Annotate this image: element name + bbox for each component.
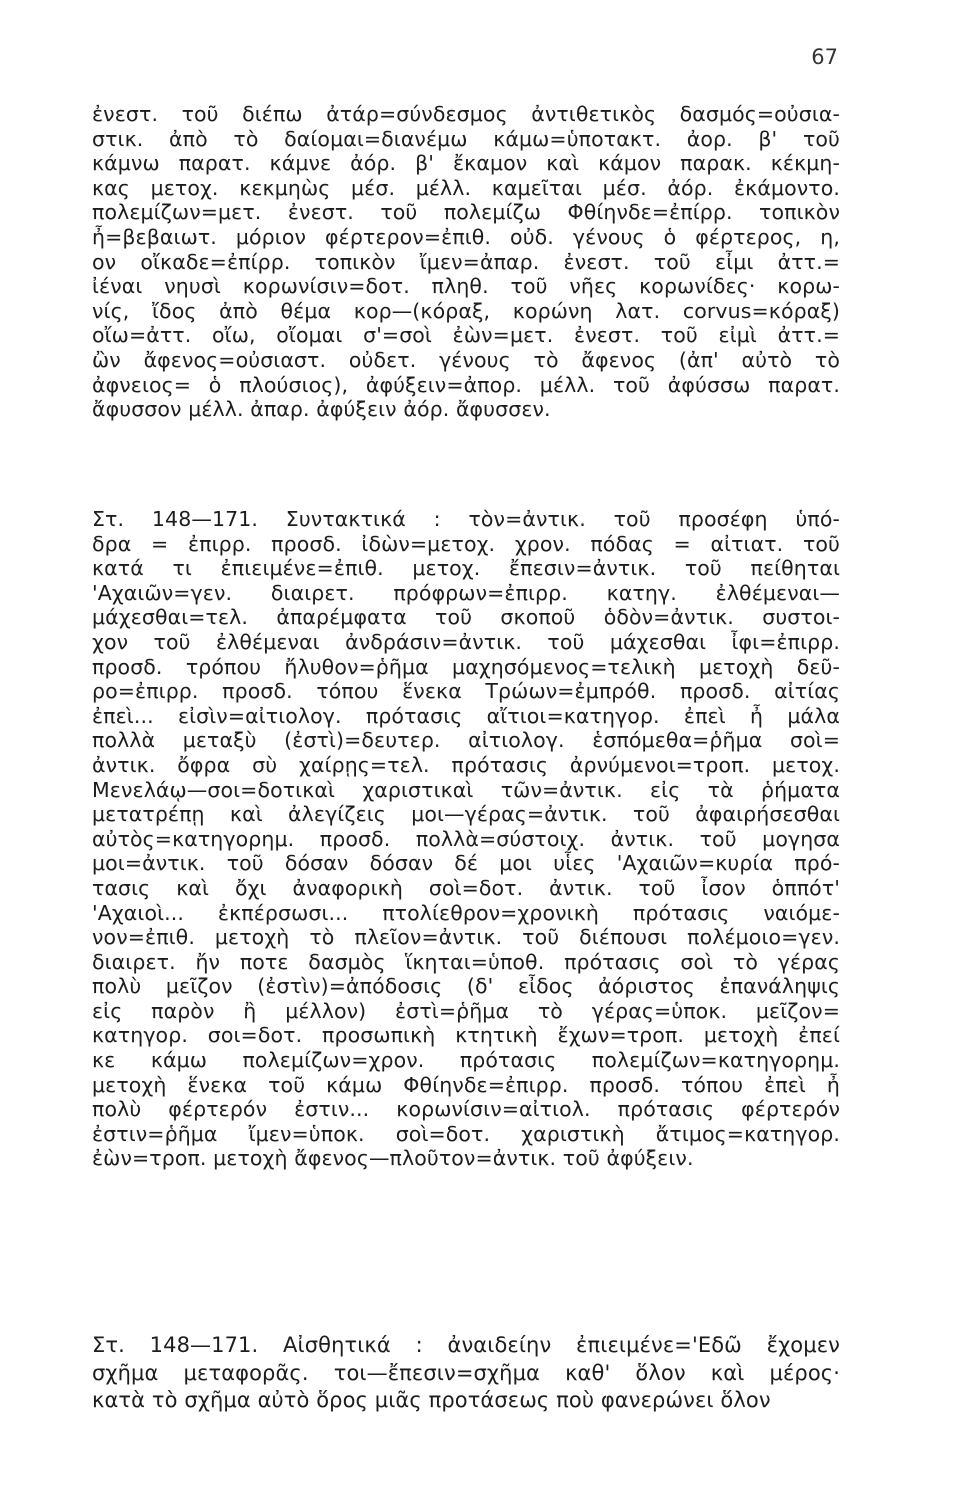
paragraph-syntax — [92, 507, 840, 1171]
text-line: ἐπεὶ... εἰσὶν=αἰτιολογ. πρότασις αἴτιοι=κατηγορ. ἐπεὶ ἦ μάλα — [92, 703, 840, 728]
text-line: ἐὼν=τροπ. μετοχὴ ἄφενος—πλοῦτον=ἀντικ. τοῦ ἀφύξειν. — [92, 1146, 694, 1171]
text-line: μάχεσθαι=τελ. ἀπαρέμφατα τοῦ σκοποῦ ὁδὸν=ἀντικ. συστοι- — [92, 605, 840, 630]
text-line: ἐνεστ. τοῦ διέπω ἀτάρ=σύνδεσμος ἀντιθετικὸς δασμός=οὐσια- — [92, 102, 840, 126]
text-line: Στ. 148—171. Αἰσθητικά : ἀναιδείην ἐπιειμένε='Εδῶ ἔχομεν — [92, 1333, 840, 1357]
text-line: νίς, ἴδος ἀπὸ θέμα κορ—(κόραξ, κορώνη λατ. corvus=κόραξ) — [92, 298, 840, 323]
text-line: εἰς παρὸν ἢ μέλλον) ἐστὶ=ῥῆμα τὸ γέρας=ὑποκ. μεῖζον= — [92, 998, 840, 1023]
text-line: ἦ=βεβαιωτ. μόριον φέρτερον=ἐπιθ. οὐδ. γένους ὁ φέρτερος, η, — [92, 224, 840, 249]
text-line: ἰέναι νηυσὶ κορωνίσιν=δοτ. πληθ. τοῦ νῆες κορωνίδες· κορω- — [92, 274, 840, 299]
text-line: τασις καὶ ὄχι ἀναφορικὴ σοὶ=δοτ. ἀντικ. τοῦ ἶσον ὁππότ' — [92, 875, 840, 900]
text-line: Στ. 148—171. Συντακτικά : τὸν=ἀντικ. τοῦ προσέφη ὑπό- — [92, 507, 840, 531]
text-line: Μενελάῳ—σοι=δοτικαὶ χαριστικαὶ τῶν=ἀντικ. εἰς τὰ ῥήματα — [92, 777, 840, 802]
paragraph-vocabulary — [92, 102, 840, 422]
text-line: κατὰ τὸ σχῆμα αὐτὸ ὅρος μιᾶς προτάσεως ποὺ φανερώνει ὅλον — [92, 1388, 771, 1412]
text-line: στικ. ἀπὸ τὸ δαίομαι=διανέμω κάμω=ὑποτακτ. ἀορ. β' τοῦ — [92, 126, 840, 151]
text-line: ον οἴκαδε=ἐπίρρ. τοπικὸν ἴμεν=ἀπαρ. ἐνεστ. τοῦ εἶμι ἀττ.= — [92, 249, 840, 274]
text-line: μετατρέπῃ καὶ ἀλεγίζεις μοι—γέρας=ἀντικ. τοῦ ἀφαιρήσεσθαι — [92, 802, 840, 827]
text-line: πολλὰ μεταξὺ (ἐστὶ)=δευτερ. αἰτιολογ. ἑσπόμεθα=ῥῆμα σοὶ= — [92, 728, 840, 753]
text-line: 'Αχαιοὶ... ἐκπέρσωσι... πτολίεθρον=χρονικὴ πρότασις ναιόμε- — [92, 900, 840, 925]
text-line: ἀφνειος= ὁ πλούσιος), ἀφύξειν=ἀπορ. μέλλ. τοῦ ἀφύσσω παρατ. — [92, 372, 840, 397]
page-number: 67 — [811, 45, 838, 69]
text-line: νον=ἐπιθ. μετοχὴ τὸ πλεῖον=ἀντικ. τοῦ διέπουσι πολέμοιο=γεν. — [92, 925, 840, 950]
text-line: δρα = ἐπιρρ. προσδ. ἰδὼν=μετοχ. χρον. πόδας = αἰτιατ. τοῦ — [92, 531, 840, 556]
text-line: οἴω=ἀττ. οἴω, οἴομαι σ'=σοὶ ἐὼν=μετ. ἐνεστ. τοῦ εἰμὶ ἀττ.= — [92, 323, 840, 348]
text-line: προσδ. τρόπου ἤλυθον=ῥῆμα μαχησόμενος=τελικὴ μετοχὴ δεῦ- — [92, 654, 840, 679]
text-line: ρο=ἐπιρρ. προσδ. τόπου ἕνεκα Τρώων=ἐμπρόθ. προσδ. αἰτίας — [92, 679, 840, 704]
text-line: ἀντικ. ὄφρα σὺ χαίρῃς=τελ. πρότασις ἀρνύμενοι=τροπ. μετοχ. — [92, 752, 840, 777]
text-line: κε κάμω πολεμίζων=χρον. πρότασις πολεμίζων=κατηγορημ. — [92, 1048, 840, 1073]
text-line: κατά τι ἐπιειμένε=ἐπιθ. μετοχ. ἔπεσιν=ἀντικ. τοῦ πείθηται — [92, 556, 840, 581]
text-line: χον τοῦ ἐλθέμεναι ἀνδράσιν=ἀντικ. τοῦ μάχεσθαι ἶφι=ἐπιρρ. — [92, 629, 840, 654]
text-line: πολὺ μεῖζον (ἐστὶν)=ἀπόδοσις (δ' εἶδος ἀόριστος ἐπανάληψις — [92, 974, 840, 999]
text-line: ὢν ἄφενος=οὐσιαστ. οὐδετ. γένους τὸ ἄφενος (ἀπ' αὐτὸ τὸ — [92, 347, 840, 372]
text-line: κατηγορ. σοι=δοτ. προσωπικὴ κτητικὴ ἔχων=τροπ. μετοχὴ ἐπεί — [92, 1023, 840, 1048]
text-line: σχῆμα μεταφορᾶς. τοι—ἔπεσιν=σχῆμα καθ' ὅλον καὶ μέρος· — [92, 1360, 840, 1385]
text-line: μοι=ἀντικ. τοῦ δόσαν δόσαν δέ μοι υἷες 'Αχαιῶν=κυρία πρό- — [92, 851, 840, 876]
text-line: πολεμίζων=μετ. ἐνεστ. τοῦ πολεμίζω Φθίηνδε=ἐπίρρ. τοπικὸν — [92, 200, 840, 225]
text-line: ἄφυσσον μέλλ. ἀπαρ. ἀφύξειν ἀόρ. ἄφυσσεν. — [92, 397, 551, 422]
text-line: αὐτὸς=κατηγορημ. προσδ. πολλὰ=σύστοιχ. ἀντικ. τοῦ μογησα — [92, 826, 840, 851]
text-line: διαιρετ. ἤν ποτε δασμὸς ἵκηται=ὑποθ. πρότασις σοὶ τὸ γέρας — [92, 949, 840, 974]
text-line: κάμνω παρατ. κάμνε ἀόρ. β' ἔκαμον καὶ κάμον παρακ. κέκμη- — [92, 151, 840, 176]
paragraph-aesthetics — [92, 1332, 840, 1415]
text-line: πολὺ φέρτερόν ἐστιν... κορωνίσιν=αἰτιολ. πρότασις φέρτερόν — [92, 1097, 840, 1122]
text-line: 'Αχαιῶν=γεν. διαιρετ. πρόφρων=ἐπιρρ. κατηγ. ἐλθέμεναι— — [92, 580, 840, 605]
text-line: μετοχὴ ἕνεκα τοῦ κάμω Φθίηνδε=ἐπιρρ. προσδ. τόπου ἐπεὶ ἦ — [92, 1072, 840, 1097]
text-line: κας μετοχ. κεκμηὼς μέσ. μέλλ. καμεῖται μέσ. ἀόρ. ἐκάμοντο. — [92, 175, 840, 200]
text-line: ἐστιν=ῥῆμα ἴμεν=ὑποκ. σοὶ=δοτ. χαριστικὴ ἄτιμος=κατηγορ. — [92, 1121, 840, 1146]
